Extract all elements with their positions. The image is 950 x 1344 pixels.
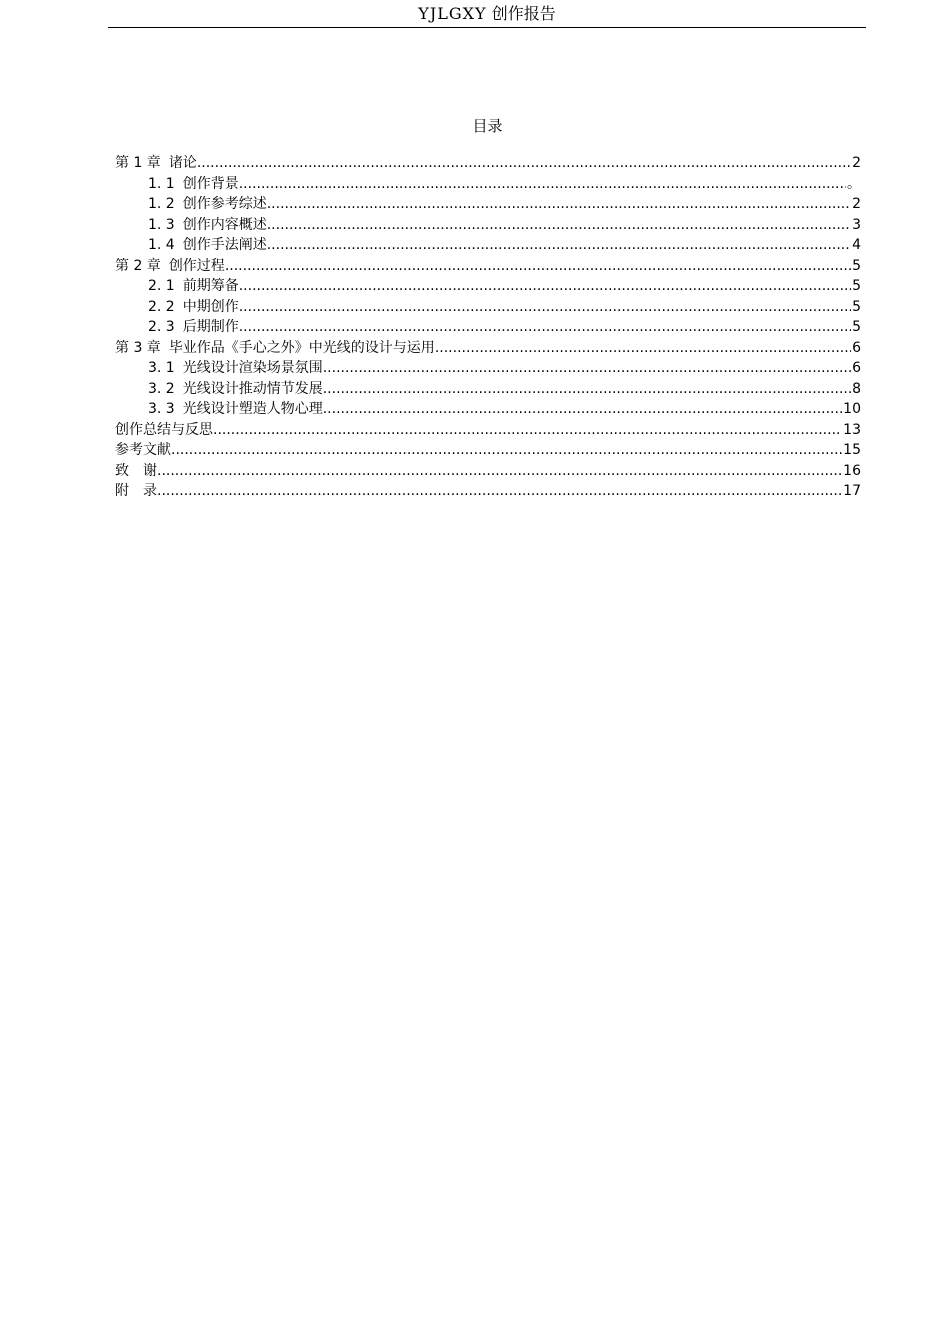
toc-leader-dots: [267, 215, 851, 236]
toc-entry-number: 1. 4: [148, 237, 175, 253]
toc-entry-label: [115, 256, 225, 277]
toc-entry-text: 创作内容概述: [182, 216, 267, 233]
toc-entry-text: 中期创作: [182, 298, 239, 315]
toc-entry-label: [148, 174, 239, 195]
toc-entry-label: [115, 153, 197, 174]
toc-entry-number: 3. 2: [148, 380, 175, 397]
toc-entry[interactable]: [115, 420, 861, 441]
toc-entry-number: 第 2 章: [115, 257, 161, 274]
toc-entry-text: 创作过程: [168, 257, 225, 274]
toc-entry[interactable]: [115, 276, 861, 297]
toc-page-number: 2: [852, 196, 861, 212]
toc-leader-dots: [213, 420, 842, 441]
header-code: YJLGXY: [418, 4, 487, 23]
toc-entry-text: 毕业作品《手心之外》中光线的设计与运用: [168, 339, 435, 356]
toc-entry[interactable]: [115, 256, 861, 277]
toc-title: 目录: [472, 117, 503, 135]
toc-page-number: 16: [843, 462, 861, 479]
toc-entry[interactable]: [115, 440, 861, 461]
toc-leader-dots: [323, 399, 842, 420]
toc-page-number: 6: [852, 339, 861, 356]
toc-page-number: 。: [847, 175, 861, 192]
toc-leader-dots: [239, 297, 851, 318]
toc-page-number: 3: [852, 216, 861, 233]
toc-entry[interactable]: [115, 338, 861, 359]
toc-entry-label: [148, 358, 323, 379]
toc-leader-dots: [323, 379, 851, 400]
toc-page-number: 15: [843, 442, 861, 458]
toc-leader-dots: [267, 194, 851, 215]
toc-leader-dots: [157, 481, 842, 502]
toc-leader-dots: [267, 235, 851, 256]
toc-entry-text: 创作手法阐述: [182, 237, 267, 253]
toc-entry-label: [148, 194, 267, 215]
toc-page-number: 17: [843, 483, 861, 499]
toc-entry-text: 光线设计渲染场景氛围: [182, 360, 323, 376]
toc-entry-label: [148, 297, 239, 318]
toc-entry-text: 创作参考综述: [182, 196, 267, 212]
toc-entry-text: 光线设计塑造人物心理: [182, 401, 323, 417]
header-title: 创作报告: [491, 4, 556, 23]
toc-page-number: 5: [852, 257, 861, 274]
toc-leader-dots: [239, 276, 851, 297]
toc-entry-label: [115, 420, 213, 441]
toc-entry-text: 致 谢: [115, 462, 157, 479]
toc-leader-dots: [239, 174, 846, 195]
toc-entry-text: 后期制作: [182, 319, 239, 335]
toc-page-number: 10: [843, 401, 861, 417]
toc-entry[interactable]: [115, 379, 861, 400]
page-header: [108, 4, 866, 28]
toc-page-number: 5: [852, 278, 861, 294]
toc-entry-text: 参考文献: [115, 442, 171, 458]
toc-leader-dots: [435, 338, 851, 359]
toc-entry[interactable]: [115, 235, 861, 256]
toc-entry-number: 1. 3: [148, 216, 175, 233]
toc-entry-number: 1. 1: [148, 175, 175, 192]
toc-entry-label: [148, 399, 323, 420]
toc-entry-text: 前期筹备: [182, 278, 239, 294]
toc-entry-number: 3. 3: [148, 401, 175, 417]
toc-entry[interactable]: [115, 481, 861, 502]
toc-entry-number: 2. 1: [148, 278, 175, 294]
toc-entry-label: [148, 215, 267, 236]
toc-leader-dots: [323, 358, 851, 379]
toc-entry-text: 附 录: [115, 483, 157, 499]
toc-entry-label: [148, 379, 323, 400]
toc-entry[interactable]: [115, 317, 861, 338]
toc-entry[interactable]: [115, 215, 861, 236]
toc-entry-label: [148, 235, 267, 256]
toc-page-number: 4: [852, 237, 861, 253]
toc-leader-dots: [225, 256, 851, 277]
toc-entry-label: [115, 440, 171, 461]
toc-leader-dots: [157, 461, 842, 482]
toc-entry-text: 光线设计推动情节发展: [182, 380, 323, 397]
toc-entry-number: 2. 3: [148, 319, 175, 335]
toc-leader-dots: [239, 317, 851, 338]
toc-entry-number: 3. 1: [148, 360, 175, 376]
toc-entry-label: [148, 317, 239, 338]
toc-entry-number: 第 3 章: [115, 339, 161, 356]
toc-entry[interactable]: [115, 194, 861, 215]
toc-page-number: 5: [852, 319, 861, 335]
toc-leader-dots: [197, 153, 851, 174]
toc-page-number: 5: [852, 298, 861, 315]
toc-entry-number: 2. 2: [148, 298, 175, 315]
toc-entry-number: 第 1 章: [115, 155, 161, 171]
toc-entry-text: 创作总结与反思: [115, 421, 213, 438]
toc-entry[interactable]: [115, 358, 861, 379]
toc-leader-dots: [171, 440, 842, 461]
toc-page-number: 2: [852, 155, 861, 171]
table-of-contents: [115, 153, 861, 502]
toc-entry-text: 创作背景: [182, 175, 239, 192]
toc-entry-label: [115, 338, 435, 359]
toc-entry[interactable]: [115, 174, 861, 195]
toc-entry-number: 1. 2: [148, 196, 175, 212]
toc-entry-label: [148, 276, 239, 297]
toc-entry[interactable]: [115, 461, 861, 482]
toc-entry-text: 诸论: [168, 155, 197, 171]
toc-entry[interactable]: [115, 297, 861, 318]
toc-entry-label: [115, 461, 157, 482]
toc-entry[interactable]: [115, 153, 861, 174]
toc-entry[interactable]: [115, 399, 861, 420]
toc-page-number: 8: [852, 380, 861, 397]
toc-page-number: 6: [852, 360, 861, 376]
toc-entry-label: [115, 481, 157, 502]
toc-page-number: 13: [843, 421, 861, 438]
